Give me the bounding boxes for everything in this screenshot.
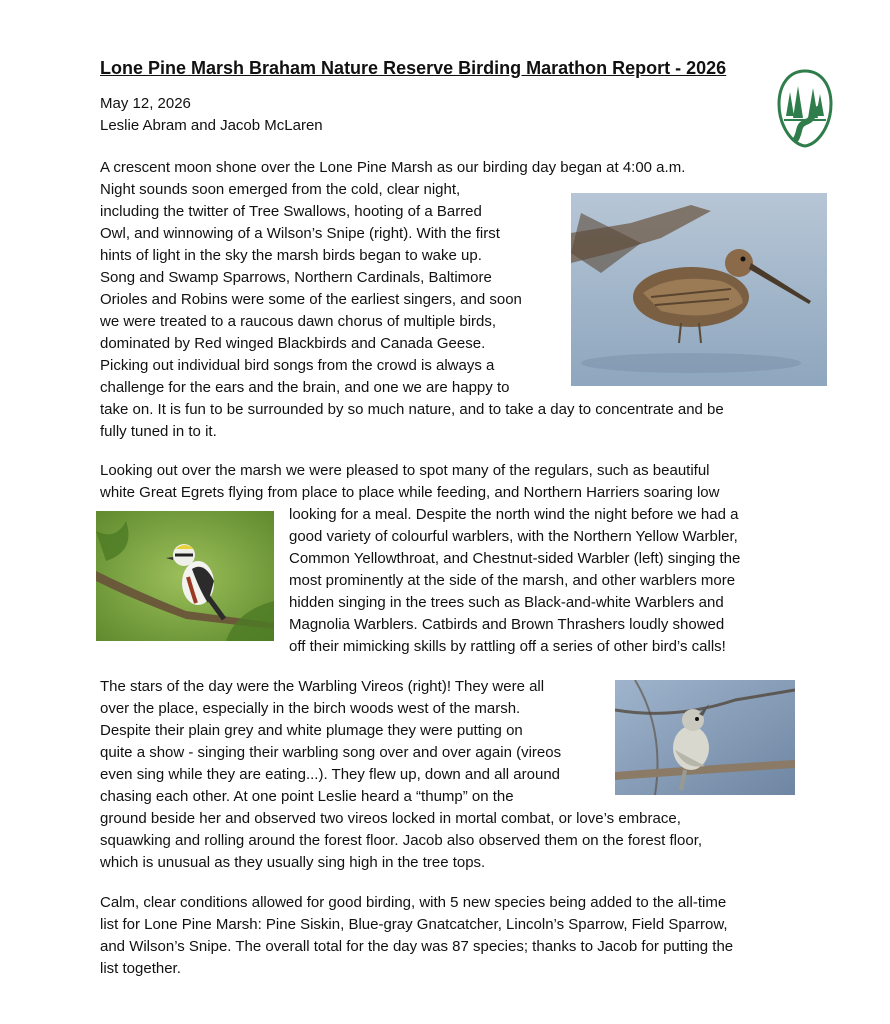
text-line: good variety of colourful warblers, with the Northern Yellow Warbler,	[289, 528, 738, 545]
text-line: ground beside her and observed two vireos locked in mortal combat, or love’s embrace,	[100, 810, 681, 827]
text-line: dominated by Red winged Blackbirds and Canada Geese.	[100, 335, 486, 352]
text-line: take on. It is fun to be surrounded by so much nature, and to take a day to concentrate and be	[100, 401, 724, 418]
text-line: which is unusual as they usually sing high in the tree tops.	[100, 854, 486, 871]
text-line: Picking out individual bird songs from the crowd is always a	[100, 357, 495, 374]
wilsons-snipe-photo	[571, 193, 827, 386]
text-line: squawking and rolling around the forest floor. Jacob also observed them on the forest floor,	[100, 832, 703, 849]
report-meta	[100, 93, 323, 137]
chestnut-sided-warbler-photo	[96, 511, 274, 641]
text-line: Song and Swamp Sparrows, Northern Cardinals, Baltimore	[100, 269, 492, 286]
text-line: most prominently at the side of the marsh, and other warblers more	[289, 572, 736, 589]
text-line: we were treated to a raucous dawn chorus of multiple birds,	[100, 313, 497, 330]
text-line: Despite their plain grey and white plumage they were putting on	[100, 722, 523, 739]
text-line: including the twitter of Tree Swallows, hooting of a Barred	[100, 203, 482, 220]
text-line: Orioles and Robins were some of the earliest singers, and soon	[100, 291, 522, 308]
text-line: Night sounds soon emerged from the cold, clear night,	[100, 181, 461, 198]
paragraph-new-species	[100, 892, 733, 980]
reserve-logo	[776, 68, 834, 148]
text-line: even sing while they are eating...). They flew up, down and all around	[100, 766, 561, 783]
text-line: Common Yellowthroat, and Chestnut-sided Warbler (left) singing the	[289, 550, 741, 567]
text-line: Owl, and winnowing of a Wilson’s Snipe (right). With the first	[100, 225, 500, 242]
text-line: hints of light in the sky the marsh birds began to wake up.	[100, 247, 482, 264]
text-line: off their mimicking skills by rattling off a series of other bird’s calls!	[289, 638, 726, 655]
text-line: A crescent moon shone over the Lone Pine Marsh as our birding day began at 4:00 a.m.	[100, 159, 686, 176]
text-line: Looking out over the marsh we were pleased to spot many of the regulars, such as beautiful	[100, 462, 710, 479]
text-line: over the place, especially in the birch woods west of the marsh.	[100, 700, 521, 717]
text-line: list for Lone Pine Marsh: Pine Siskin, Blue-gray Gnatcatcher, Lincoln’s Sparrow, Field Sparrow,	[100, 916, 728, 933]
text-line: quite a show - singing their warbling song over and over again (vireos	[100, 744, 562, 761]
text-line: Magnolia Warblers. Catbirds and Brown Thrashers loudly showed	[289, 616, 725, 633]
paragraph-warbling-vireos	[100, 676, 702, 874]
text-line: and Wilson’s Snipe. The overall total for the day was 87 species; thanks to Jacob for putting the	[100, 938, 734, 955]
warbling-vireo-photo	[615, 680, 795, 795]
text-line: list together.	[100, 960, 181, 977]
text-line: Calm, clear conditions allowed for good birding, with 5 new species being added to the all-time	[100, 894, 727, 911]
report-date: May 12, 2026	[100, 95, 191, 112]
paragraph-marsh-regulars	[100, 460, 719, 504]
text-line: chasing each other. At one point Leslie heard a “thump” on the	[100, 788, 514, 805]
report-authors: Leslie Abram and Jacob McLaren	[100, 117, 323, 134]
text-line: The stars of the day were the Warbling Vireos (right)! They were all	[100, 678, 545, 695]
text-line: challenge for the ears and the brain, and one we are happy to	[100, 379, 510, 396]
text-line: white Great Egrets flying from place to place while feeding, and Northern Harriers soaring low	[100, 484, 720, 501]
text-line: looking for a meal. Despite the north wind the night before we had a	[289, 506, 739, 523]
text-line: hidden singing in the trees such as Black-and-white Warblers and	[289, 594, 724, 611]
text-line: fully tuned in to it.	[100, 423, 217, 440]
report-title: Lone Pine Marsh Braham Nature Reserve Birding Marathon Report - 2026	[100, 58, 727, 78]
paragraph-warblers	[289, 504, 740, 658]
